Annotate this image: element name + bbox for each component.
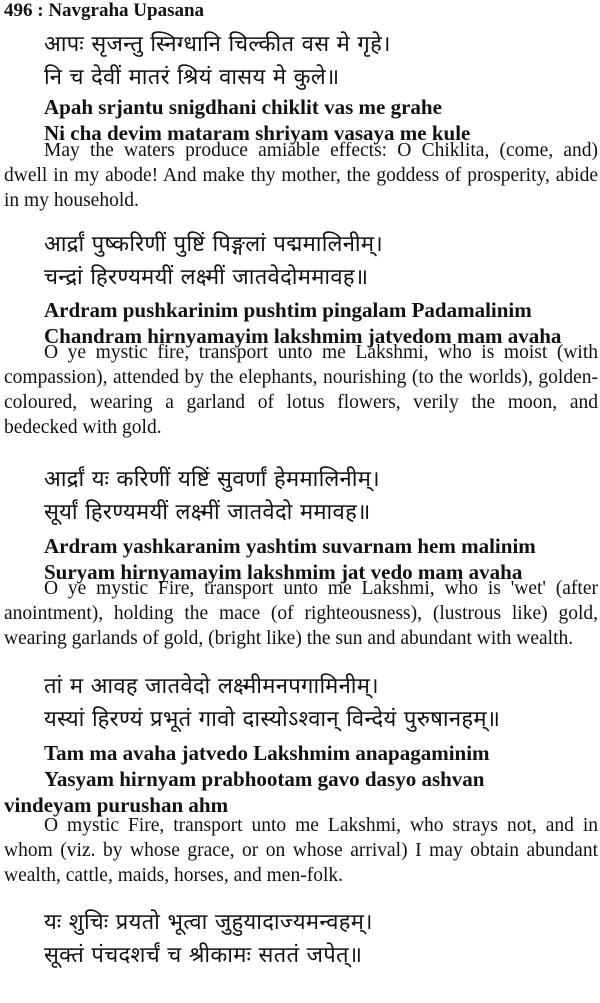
sanskrit-line: सूर्यां हिरण्यमयीं लक्ष्मीं जातवेदो ममावह॥: [44, 500, 371, 525]
sanskrit-line: सूक्तं पंचदशर्चं च श्रीकामः सततं जपेत्॥: [44, 943, 363, 968]
verse-2-sanskrit: [0, 228, 600, 294]
transliteration-line: Ardram pushkarinim pushtim pingalam Padamalinim: [44, 298, 532, 322]
verse-5-sanskrit: [0, 906, 600, 972]
verse-1-sanskrit: [0, 28, 600, 94]
sanskrit-line: तां म आवह जातवेदो लक्ष्मीमनपगामिनीम्।: [44, 674, 379, 699]
transliteration-line: Apah srjantu snigdhani chiklit vas me grahe: [44, 95, 442, 119]
sanskrit-line: यः शुचिः प्रयतो भूत्वा जुहुयादाज्यमन्वहम्।: [44, 910, 373, 935]
transliteration-line: Ni cha devim mataram shriyam vasaya me kule: [44, 121, 471, 145]
sanskrit-line: यस्यां हिरण्यं प्रभूतं गावो दास्योऽश्वान् विन्देयं पुरुषानहम्॥: [44, 707, 501, 732]
verse-3-sanskrit: [0, 463, 600, 529]
transliteration-line: vindeyam purushan ahm: [4, 793, 229, 817]
transliteration-line: Ardram yashkaranim yashtim suvarnam hem malinim: [44, 534, 536, 558]
verse-3-translation: O ye mystic Fire, transport unto me Lakshmi, who is 'wet' (after anointment), holding the mace (of righteousness), (lustrous like) gold, wearing garlands of gold, (bright like) the sun and abundant with wealth.: [4, 578, 598, 649]
verse-4-transliteration: [0, 740, 600, 818]
verse-4-sanskrit: [0, 670, 600, 736]
verse-1-translation: May the waters produce amiable effects: O Chiklita, (come, and) dwell in my abode! And make thy mother, the goddess of prosperity, abide in my household.: [4, 140, 598, 211]
book-title: Navgraha Upasana: [48, 0, 205, 21]
transliteration-line: Chandram hirnyamayim lakshmim jatvedom mam avaha: [44, 324, 562, 348]
sanskrit-line: आर्द्रां यः करिणीं यष्टिं सुवर्णां हेममालिनीम्।: [44, 467, 380, 492]
sanskrit-line: आर्द्रां पुष्करिणीं पुष्टिं पिङ्गलां पद्ममालिनीम्।: [44, 232, 384, 257]
transliteration-line: Tam ma avaha jatvedo Lakshmim anapagaminim: [44, 741, 490, 765]
transliteration-line: Suryam hirnyamayim lakshmim jat vedo mam avaha: [44, 560, 523, 584]
sanskrit-line: आपः सृजन्तु स्निग्धानि चिल्कीत वस मे गृहे।: [44, 32, 391, 57]
sanskrit-line: नि च देवीं मातरं श्रियं वासय मे कुले॥: [44, 65, 340, 90]
sanskrit-line: चन्द्रां हिरण्यमयीं लक्ष्मीं जातवेदोममावह॥: [44, 265, 369, 290]
verse-4-translation: O mystic Fire, transport unto me Lakshmi, who strays not, and in whom (viz. by whose grace, or on whose arrival) I may obtain abundant wealth, cattle, maids, horses, and men-folk.: [4, 815, 598, 886]
page-number: 496: [4, 0, 33, 21]
transliteration-line: Yasyam hirnyam prabhootam gavo dasyo ashvan: [44, 767, 485, 791]
running-header: [4, 0, 204, 22]
header-separator: :: [37, 0, 44, 21]
verse-2-translation: O ye mystic fire, transport unto me Lakshmi, who is moist (with compassion), attended by the elephants, nourishing (to the worlds), golden-coloured, wearing a garland of lotus flowers, verily the moon, and bedecked with gold.: [4, 342, 598, 438]
